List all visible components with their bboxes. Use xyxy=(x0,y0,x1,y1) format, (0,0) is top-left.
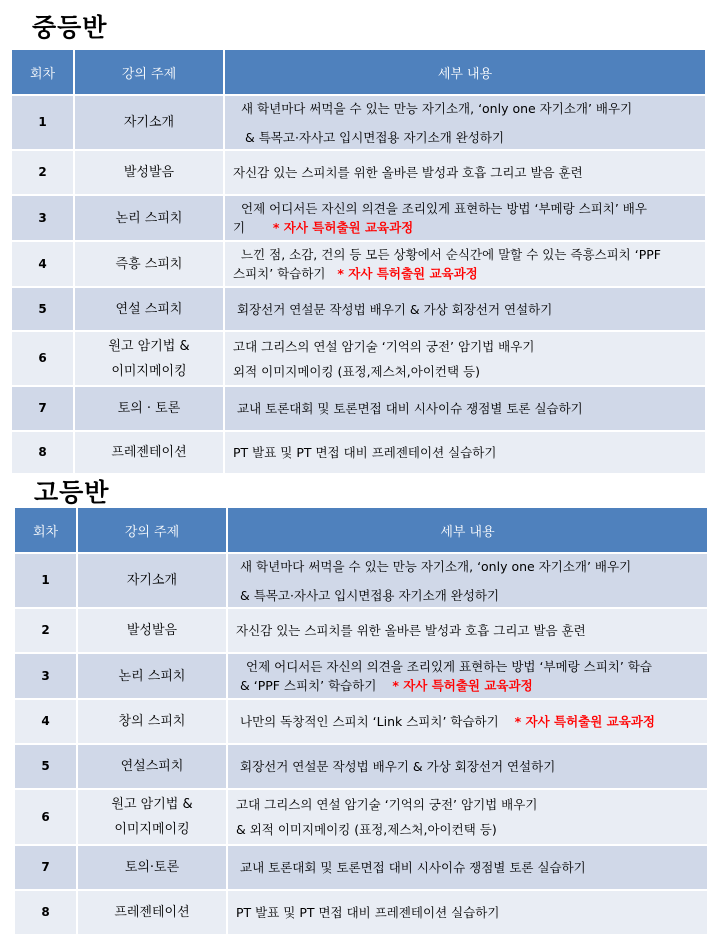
lecture-topic: 자기소개 xyxy=(74,95,224,150)
session-header: 회차 xyxy=(15,508,77,553)
table-row xyxy=(12,386,705,431)
lecture-detail: 언제 어디서든 자신의 의견을 조리있게 표현하는 방법 ‘부메랑 스피치’ 학습 & ‘PPF 스피치’ 학습하기 * 자사 특허출원 교육과정 xyxy=(227,653,707,699)
lecture-topic: 즉흥 스피치 xyxy=(74,241,224,287)
lecture-detail: 새 학년마다 써먹을 수 있는 만능 자기소개, ‘only one 자기소개’ 배우기 & 특목고·자사고 입시면접용 자기소개 완성하기 xyxy=(227,553,707,608)
lecture-detail: 회장선거 연설문 작성법 배우기 & 가상 회장선거 연설하기 xyxy=(227,744,707,789)
lecture-topic: 원고 암기법 & 이미지메이킹 xyxy=(77,789,227,845)
lecture-detail: 자신감 있는 스피치를 위한 올바른 발성과 호흡 그리고 발음 훈련 xyxy=(224,150,705,195)
patent-note: * 자사 특허출원 교육과정 xyxy=(392,678,533,693)
session-number: 1 xyxy=(12,95,74,150)
session-number: 7 xyxy=(12,386,74,431)
table-row xyxy=(15,744,707,789)
lecture-topic: 프레젠테이션 xyxy=(74,431,224,474)
lecture-detail: PT 발표 및 PT 면접 대비 프레젠테이션 실습하기 xyxy=(224,431,705,474)
patent-note: * 자사 특허출원 교육과정 xyxy=(337,266,478,281)
lecture-topic: 발성발음 xyxy=(74,150,224,195)
session-number: 7 xyxy=(15,845,77,890)
lecture-detail: 고대 그리스의 연설 암기술 ‘기억의 궁전’ 암기법 배우기 & 외적 이미지메이킹 (표정,제스처,아이컨택 등) xyxy=(227,789,707,845)
table-header-row xyxy=(12,50,705,95)
topic-header: 강의 주제 xyxy=(74,50,224,95)
lecture-topic: 프레젠테이션 xyxy=(77,890,227,935)
session-number: 2 xyxy=(15,608,77,653)
lecture-topic: 창의 스피치 xyxy=(77,699,227,744)
lecture-detail: 교내 토론대회 및 토론면접 대비 시사이슈 쟁점별 토론 실습하기 xyxy=(224,386,705,431)
lecture-topic: 연설 스피치 xyxy=(74,287,224,331)
table-row xyxy=(15,789,707,845)
session-header: 회차 xyxy=(12,50,74,95)
table-row xyxy=(12,331,705,386)
patent-note: * 자사 특허출원 교육과정 xyxy=(514,714,655,729)
table-row xyxy=(15,608,707,653)
detail-header: 세부 내용 xyxy=(224,50,705,95)
session-number: 5 xyxy=(12,287,74,331)
lecture-detail: 자신감 있는 스피치를 위한 올바른 발성과 호흡 그리고 발음 훈련 xyxy=(227,608,707,653)
table-row xyxy=(15,699,707,744)
topic-header: 강의 주제 xyxy=(77,508,227,553)
session-number: 4 xyxy=(12,241,74,287)
lecture-topic: 토의·토론 xyxy=(77,845,227,890)
table-row xyxy=(15,845,707,890)
high-school-title: 고등반 xyxy=(34,478,110,507)
table-row xyxy=(15,553,707,608)
table-row xyxy=(15,890,707,935)
lecture-detail: 언제 어디서든 자신의 의견을 조리있게 표현하는 방법 ‘부메랑 스피치’ 배우 기 * 자사 특허출원 교육과정 xyxy=(224,195,705,241)
table-row xyxy=(12,431,705,474)
session-number: 6 xyxy=(15,789,77,845)
lecture-detail: PT 발표 및 PT 면접 대비 프레젠테이션 실습하기 xyxy=(227,890,707,935)
lecture-topic: 원고 암기법 & 이미지메이킹 xyxy=(74,331,224,386)
table-row xyxy=(12,241,705,287)
lecture-detail: 느낀 점, 소감, 건의 등 모든 상황에서 순식간에 말할 수 있는 즉흥스피치 ‘PPF 스피치’ 학습하기 * 자사 특허출원 교육과정 xyxy=(224,241,705,287)
middle-school-title: 중등반 xyxy=(32,13,108,42)
lecture-detail: 고대 그리스의 연설 암기술 ‘기억의 궁전’ 암기법 배우기 외적 이미지메이킹 (표정,제스처,아이컨택 등) xyxy=(224,331,705,386)
lecture-detail: 교내 토론대회 및 토론면접 대비 시사이슈 쟁점별 토론 실습하기 xyxy=(227,845,707,890)
table-row xyxy=(15,653,707,699)
session-number: 2 xyxy=(12,150,74,195)
session-number: 4 xyxy=(15,699,77,744)
lecture-topic: 토의 · 토론 xyxy=(74,386,224,431)
session-number: 8 xyxy=(12,431,74,474)
lecture-topic: 논리 스피치 xyxy=(77,653,227,699)
table-row xyxy=(12,195,705,241)
table-row xyxy=(12,95,705,150)
session-number: 3 xyxy=(15,653,77,699)
session-number: 8 xyxy=(15,890,77,935)
session-number: 6 xyxy=(12,331,74,386)
lecture-topic: 논리 스피치 xyxy=(74,195,224,241)
session-number: 3 xyxy=(12,195,74,241)
middle-school-curriculum-table xyxy=(12,50,705,475)
lecture-topic: 발성발음 xyxy=(77,608,227,653)
table-row xyxy=(12,287,705,331)
lecture-detail: 새 학년마다 써먹을 수 있는 만능 자기소개, ‘only one 자기소개’ 배우기 & 특목고·자사고 입시면접용 자기소개 완성하기 xyxy=(224,95,705,150)
high-school-curriculum-table xyxy=(15,508,707,936)
lecture-topic: 연설스피치 xyxy=(77,744,227,789)
lecture-detail: 나만의 독창적인 스피치 ‘Link 스피치’ 학습하기 * 자사 특허출원 교육과정 xyxy=(227,699,707,744)
table-row xyxy=(12,150,705,195)
table-header-row xyxy=(15,508,707,553)
lecture-detail: 회장선거 연설문 작성법 배우기 & 가상 회장선거 연설하기 xyxy=(224,287,705,331)
detail-header: 세부 내용 xyxy=(227,508,707,553)
session-number: 5 xyxy=(15,744,77,789)
session-number: 1 xyxy=(15,553,77,608)
patent-note: * 자사 특허출원 교육과정 xyxy=(272,220,414,235)
lecture-topic: 자기소개 xyxy=(77,553,227,608)
